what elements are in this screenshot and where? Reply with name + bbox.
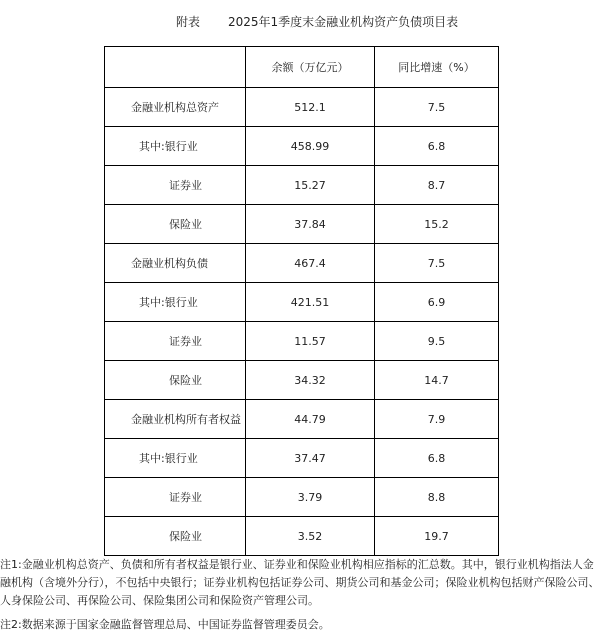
table-row <box>105 205 499 244</box>
row-growth: 7.5 <box>375 88 499 127</box>
table-header-row <box>105 47 499 88</box>
row-growth: 6.8 <box>375 439 499 478</box>
row-item-label: 保险业 <box>169 374 202 387</box>
row-balance: 467.4 <box>246 244 375 283</box>
row-item-label: 保险业 <box>169 530 202 543</box>
row-balance: 3.79 <box>246 478 375 517</box>
row-item-cell <box>105 517 246 556</box>
row-growth: 6.8 <box>375 127 499 166</box>
row-item-cell <box>105 244 246 283</box>
title-prefix: 附表 <box>176 15 201 29</box>
row-growth: 9.5 <box>375 322 499 361</box>
table-row <box>105 166 499 205</box>
row-item-cell <box>105 322 246 361</box>
note-1: 注1:金融业机构总资产、负债和所有者权益是银行业、证券业和保险业机构相应指标的汇总数。其中，银行业机构指法人金融机构（含境外分行），不包括中央银行；证券业机构包括证券公司、期货公司和基金公司；保险业机构包括财产保险公司、人身保险公司、再保险公司、保险集团公司和保险资产管理公司。 <box>0 558 600 607</box>
row-growth: 15.2 <box>375 205 499 244</box>
row-item-label: 证券业 <box>169 335 202 348</box>
row-item-cell <box>105 88 246 127</box>
table-row <box>105 361 499 400</box>
balance-sheet-table <box>104 46 499 556</box>
row-growth: 8.8 <box>375 478 499 517</box>
row-item-label: 保险业 <box>169 218 202 231</box>
row-balance: 15.27 <box>246 166 375 205</box>
row-balance: 421.51 <box>246 283 375 322</box>
row-item-cell <box>105 400 246 439</box>
row-item-cell <box>105 127 246 166</box>
row-balance: 44.79 <box>246 400 375 439</box>
row-balance: 34.32 <box>246 361 375 400</box>
row-item-label: 其中:银行业 <box>139 140 198 153</box>
title-main: 2025年1季度末金融业机构资产负债项目表 <box>228 15 459 29</box>
row-item-label: 证券业 <box>169 179 202 192</box>
table-row <box>105 322 499 361</box>
notes-section <box>0 556 600 634</box>
row-item-label: 其中:银行业 <box>139 452 198 465</box>
table-row <box>105 439 499 478</box>
row-item-cell <box>105 478 246 517</box>
row-item-cell <box>105 361 246 400</box>
row-balance: 3.52 <box>246 517 375 556</box>
table-row <box>105 283 499 322</box>
table-row <box>105 127 499 166</box>
row-growth: 6.9 <box>375 283 499 322</box>
header-balance: 余额（万亿元） <box>246 47 375 88</box>
row-item-label: 其中:银行业 <box>139 296 198 309</box>
row-growth: 7.9 <box>375 400 499 439</box>
row-item-cell <box>105 283 246 322</box>
row-item-label: 证券业 <box>169 491 202 504</box>
row-item-label: 金融业机构总资产 <box>131 101 219 114</box>
row-balance: 11.57 <box>246 322 375 361</box>
row-growth: 7.5 <box>375 244 499 283</box>
table-row <box>105 400 499 439</box>
row-item-cell <box>105 166 246 205</box>
row-growth: 19.7 <box>375 517 499 556</box>
row-item-cell <box>105 205 246 244</box>
row-balance: 458.99 <box>246 127 375 166</box>
row-item-cell <box>105 439 246 478</box>
header-item <box>105 47 246 88</box>
row-balance: 37.47 <box>246 439 375 478</box>
note-2: 注2:数据来源于国家金融监督管理总局、中国证券监督管理委员会。 <box>0 618 330 631</box>
row-balance: 37.84 <box>246 205 375 244</box>
table-row <box>105 244 499 283</box>
row-growth: 8.7 <box>375 166 499 205</box>
row-item-label: 金融业机构所有者权益 <box>131 413 241 426</box>
row-growth: 14.7 <box>375 361 499 400</box>
table-row <box>105 478 499 517</box>
header-growth: 同比增速（%） <box>375 47 499 88</box>
row-balance: 512.1 <box>246 88 375 127</box>
table-row <box>105 517 499 556</box>
row-item-label: 金融业机构负债 <box>131 257 208 270</box>
table-row <box>105 88 499 127</box>
